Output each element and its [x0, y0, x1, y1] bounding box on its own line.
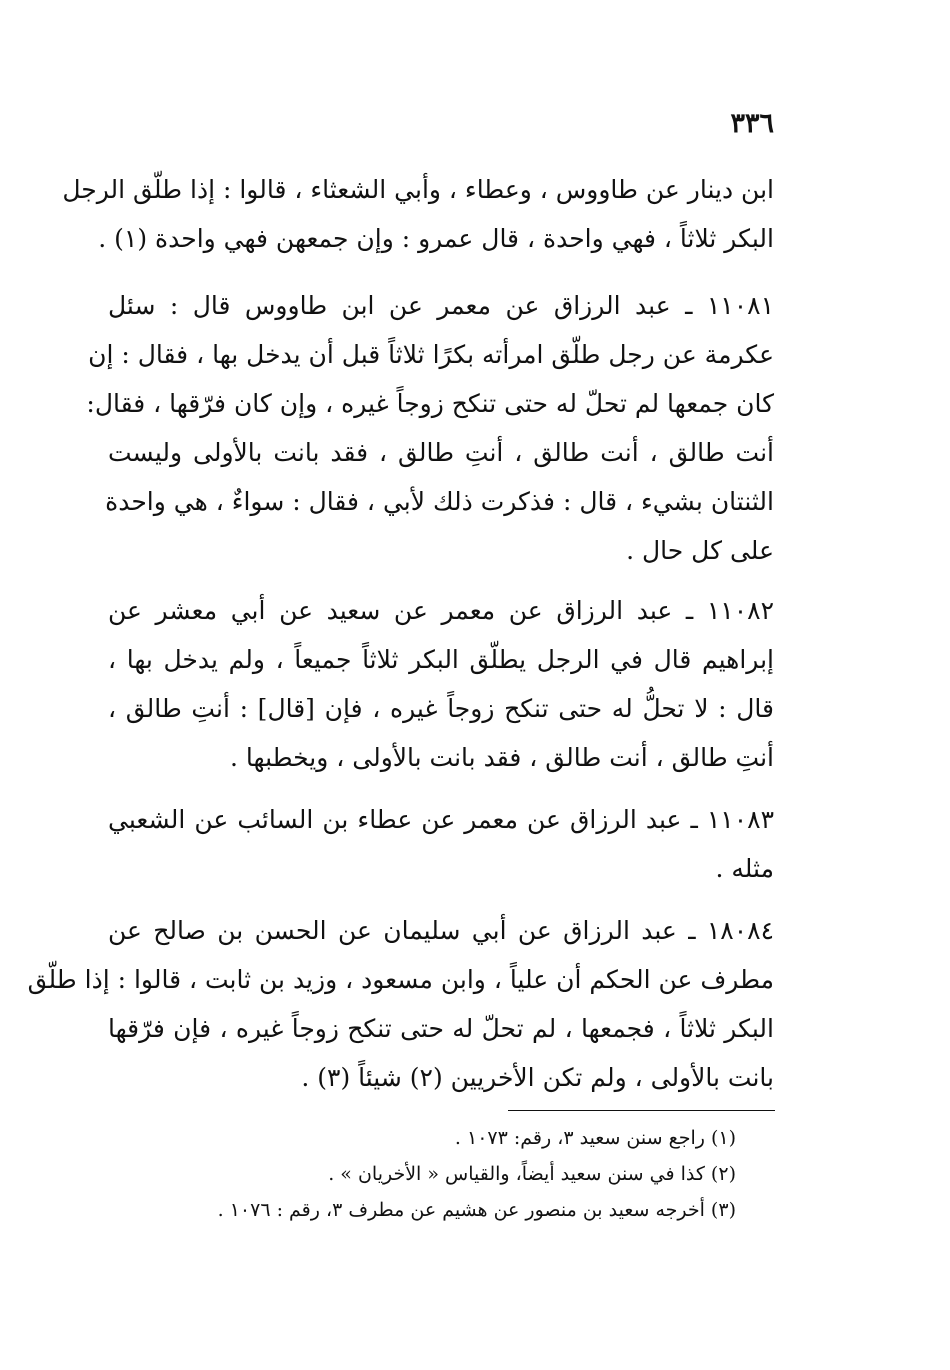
footnote-divider	[508, 1110, 775, 1111]
text-line: مثله .	[715, 854, 774, 883]
text-line: البكر ثلاثاً ، فجمعها ، لم تحلّ له حتى تنكح زوجاً غيره ، فإن فرّقها	[108, 1014, 774, 1043]
text-line: ابن دينار عن طاووس ، وعطاء ، وأبي الشعثاء ، قالوا : إذا طلّق الرجل	[62, 175, 774, 204]
text-line: ١١٠٨٢ ـ عبد الرزاق عن معمر عن سعيد عن أبي معشر عن	[108, 596, 774, 625]
text-line: إبراهيم قال في الرجل يطلّق البكر ثلاثاً جميعاً ، ولم يدخل بها ،	[108, 645, 774, 674]
text-line: الثنتان بشيء ، قال : فذكرت ذلك لأبي ، فقال : سواءٌ ، هي واحدة	[105, 487, 774, 516]
text-line: مطرف عن الحكم أن علياً ، وابن مسعود ، وزيد بن ثابت ، قالوا : إذا طلّق	[27, 965, 774, 994]
text-line: أنتِ طالق ، أنت طالق ، فقد بانت بالأولى ، ويخطبها .	[230, 743, 774, 772]
text-line: بانت بالأولى ، ولم تكن الأخريين (٢) شيئاً (٣) .	[301, 1063, 774, 1092]
footnote: (٣) أخرجه سعيد بن منصور عن هشيم عن مطرف ٣، رقم : ١٠٧٦ .	[217, 1199, 736, 1221]
footnote: (٢) كذا في سنن سعيد أيضاً، والقياس « الأخريان » .	[328, 1163, 736, 1185]
text-line: ١١٠٨١ ـ عبد الرزاق عن معمر عن ابن طاووس قال : سئل	[108, 291, 774, 320]
text-line: عكرمة عن رجل طلّق امرأته بكرًا ثلاثاً قبل أن يدخل بها ، فقال : إن	[88, 340, 774, 369]
text-line: أنت طالق ، أنت طالق ، أنتِ طالق ، فقد بانت بالأولى وليست	[108, 438, 774, 467]
text-line: ١١٠٨٣ ـ عبد الرزاق عن معمر عن عطاء بن السائب عن الشعبي	[108, 805, 775, 834]
text-line: كان جمعها لم تحلّ له حتى تنكح زوجاً غيره ، وإن كان فرّقها ، فقال:	[86, 389, 774, 418]
text-line: قال : لا تحلُّ له حتى تنكح زوجاً غيره ، فإن [قال] : أنتِ طالق ،	[108, 694, 774, 723]
footnote: (١) راجع سنن سعيد ٣، رقم: ١٠٧٣ .	[454, 1127, 736, 1149]
text-line: البكر ثلاثاً ، فهي واحدة ، قال عمرو : وإن جمعهن فهي واحدة (١) .	[98, 224, 774, 253]
text-line: ١٨٠٨٤ ـ عبد الرزاق عن أبي سليمان عن الحسن بن صالح عن	[108, 916, 774, 945]
text-line: على كل حال .	[626, 536, 774, 565]
page-number: ٣٣٦	[730, 108, 774, 139]
